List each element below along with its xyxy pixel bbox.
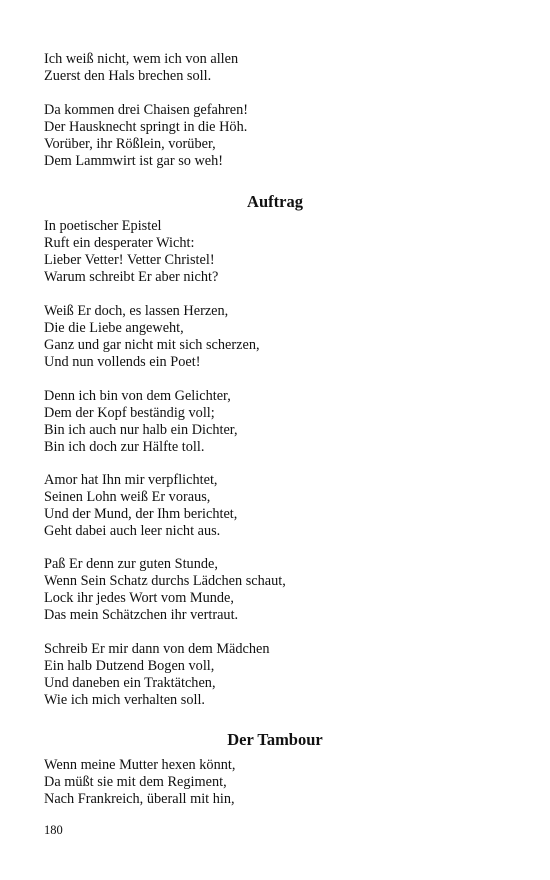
verse-line: Dem der Kopf beständig voll;	[44, 405, 215, 422]
verse-line: Lieber Vetter! Vetter Christel!	[44, 252, 215, 269]
verse-line: Ein halb Dutzend Bogen voll,	[44, 658, 215, 675]
verse-line: Und nun vollends ein Poet!	[44, 354, 201, 371]
verse-line: Lock ihr jedes Wort vom Munde,	[44, 590, 234, 607]
page-number: 180	[44, 823, 63, 837]
verse-line: Der Hausknecht springt in die Höh.	[44, 119, 248, 136]
stanza	[44, 388, 238, 456]
verse-line: Da kommen drei Chaisen gefahren!	[44, 102, 249, 118]
stanza	[44, 51, 238, 85]
stanza	[44, 303, 260, 371]
verse-line: Bin ich auch nur halb ein Dichter,	[44, 422, 238, 439]
verse-line: Warum schreibt Er aber nicht?	[44, 269, 219, 286]
verse-line: Und der Mund, der Ihm berichtet,	[44, 506, 238, 523]
verse-line: Ganz und gar nicht mit sich scherzen,	[44, 337, 260, 354]
verse-line: Vorüber, ihr Rößlein, vorüber,	[44, 136, 216, 153]
verse-line: Zuerst den Hals brechen soll.	[44, 68, 212, 85]
verse-line: Seinen Lohn weiß Er voraus,	[44, 489, 211, 506]
verse-line: Ich weiß nicht, wem ich von allen	[44, 51, 239, 67]
verse-line: Dem Lammwirt ist gar so weh!	[44, 153, 224, 170]
stanza	[44, 641, 270, 709]
verse-line: Nach Frankreich, überall mit hin,	[44, 791, 235, 808]
verse-line: Wie ich mich verhalten soll.	[44, 692, 206, 709]
stanza	[44, 556, 286, 624]
verse-line: Wenn Sein Schatz durchs Lädchen schaut,	[44, 573, 286, 590]
poem-title: Der Tambour	[227, 730, 323, 749]
verse-line: Bin ich doch zur Hälfte toll.	[44, 439, 205, 456]
stanza	[44, 102, 248, 170]
verse-line: Das mein Schätzchen ihr vertraut.	[44, 607, 239, 624]
stanza	[44, 472, 237, 540]
stanza	[44, 757, 235, 808]
verse-line: Die die Liebe angeweht,	[44, 320, 184, 337]
verse-line: Wenn meine Mutter hexen könnt,	[44, 757, 236, 773]
stanza	[44, 218, 218, 286]
verse-line: Schreib Er mir dann von dem Mädchen	[44, 641, 270, 657]
verse-line: Ruft ein desperater Wicht:	[44, 235, 195, 252]
verse-line: Und daneben ein Traktätchen,	[44, 675, 216, 692]
verse-line: Amor hat Ihn mir verpflichtet,	[44, 472, 218, 488]
verse-line: Denn ich bin von dem Gelichter,	[44, 388, 231, 404]
poem-title: Auftrag	[247, 192, 303, 211]
verse-line: Weiß Er doch, es lassen Herzen,	[44, 303, 229, 319]
verse-line: Da müßt sie mit dem Regiment,	[44, 774, 227, 791]
verse-line: Geht dabei auch leer nicht aus.	[44, 523, 221, 540]
verse-line: In poetischer Epistel	[44, 218, 162, 234]
verse-line: Paß Er denn zur guten Stunde,	[44, 556, 218, 572]
